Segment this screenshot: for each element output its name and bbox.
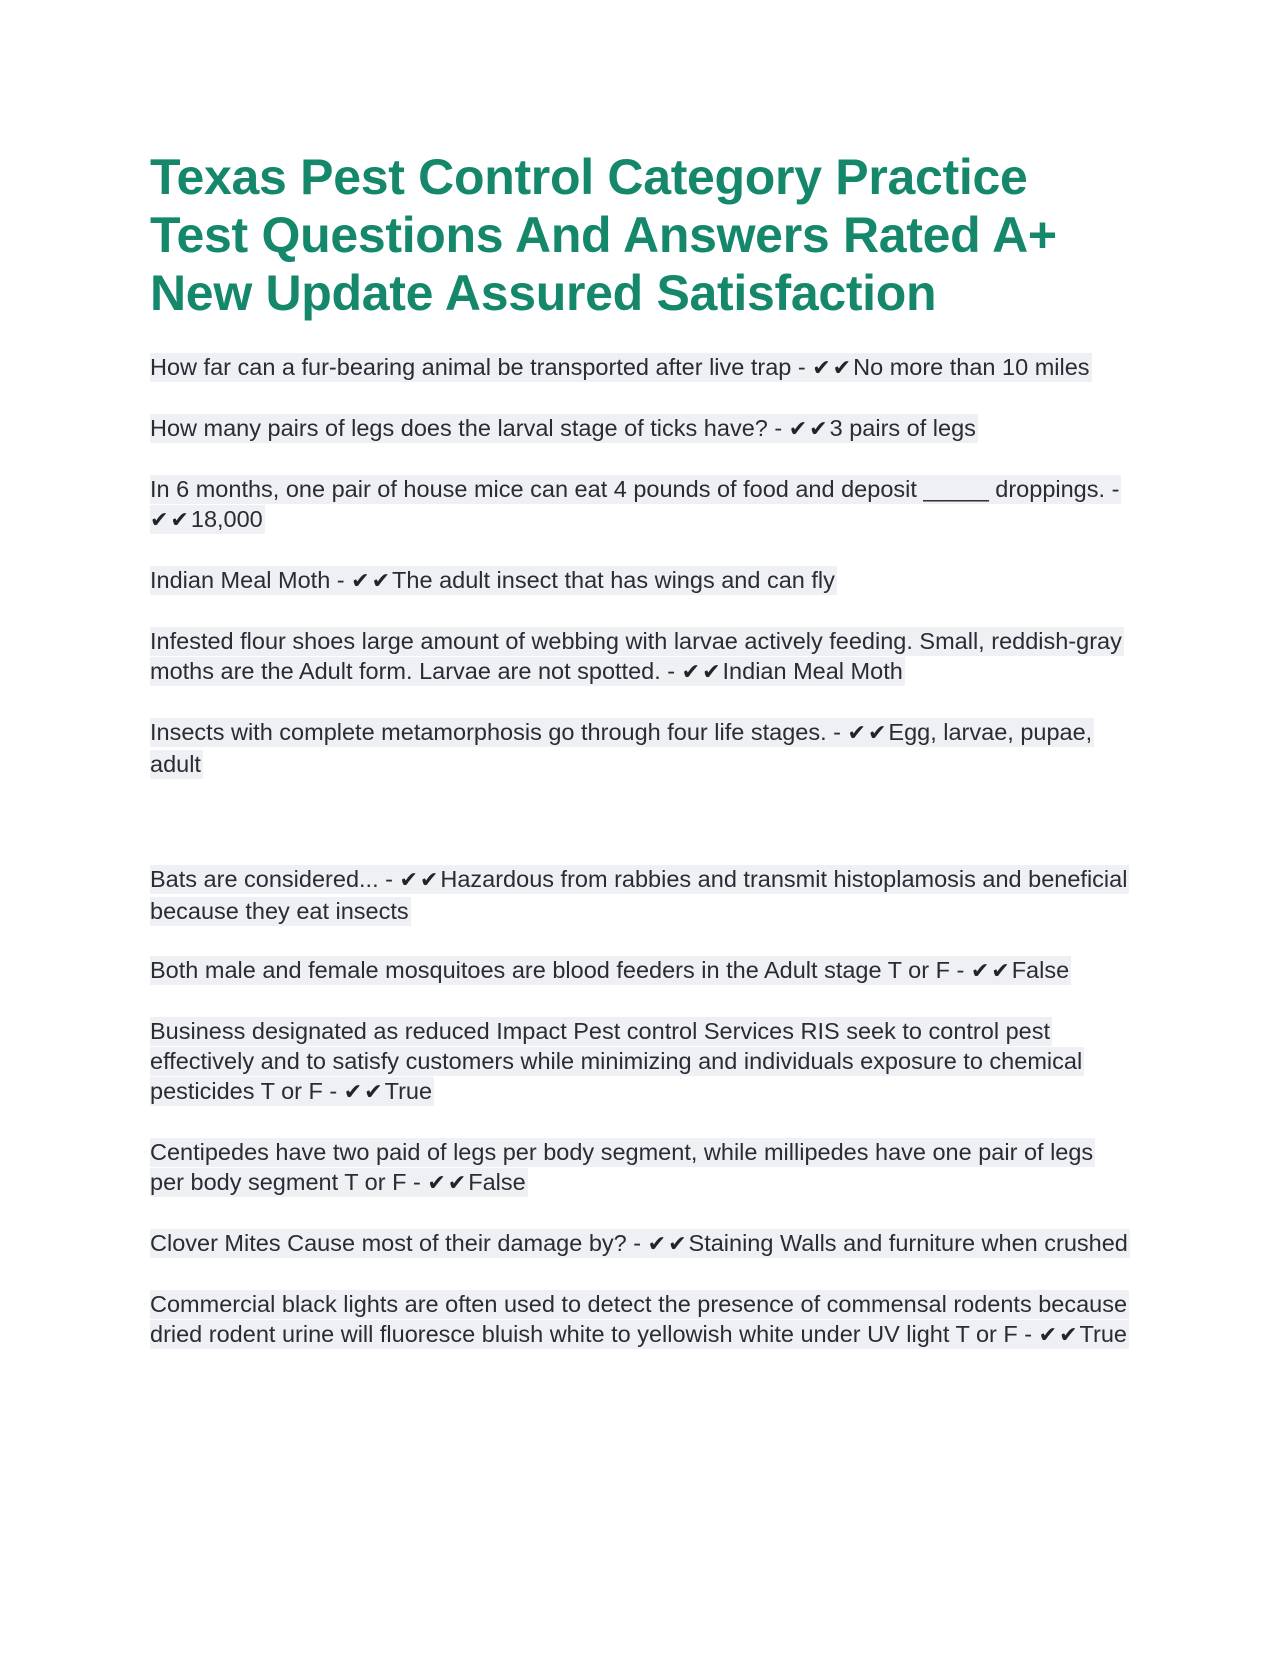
check-mark-icon: ✔✔ xyxy=(427,1171,469,1196)
check-mark-icon: ✔✔ xyxy=(970,959,1012,984)
answer-text: False xyxy=(1011,957,1070,983)
answer-text: 18,000 xyxy=(190,506,263,532)
question-text: Insects with complete metamorphosis go through four life stages. xyxy=(150,719,827,745)
qa-item: Insects with complete metamorphosis go through four life stages. - ✔✔Egg, larvae, pupae, adult xyxy=(150,719,1093,777)
answer-text: Hazardous from rabbies and transmit histoplamosis and beneficial because they eat insects xyxy=(150,866,1128,924)
answer-text: False xyxy=(468,1169,526,1195)
answer-text: Staining Walls and furniture when crushed xyxy=(688,1230,1128,1256)
document-page xyxy=(150,148,1130,1351)
check-mark-icon: ✔✔ xyxy=(351,569,393,594)
question-text: Clover Mites Cause most of their damage by? xyxy=(150,1230,627,1256)
document-title: Texas Pest Control Category Practice Test Questions And Answers Rated A+ New Update Assured Satisfaction xyxy=(150,149,1057,321)
qa-item: How far can a fur-bearing animal be transported after live trap - ✔✔No more than 10 miles xyxy=(150,354,1090,381)
question-text: Centipedes have two paid of legs per body segment, while millipedes have one pair of legs per body segment T or F xyxy=(150,1139,1094,1195)
check-mark-icon: ✔✔ xyxy=(788,417,830,442)
qa-item: Both male and female mosquitoes are blood feeders in the Adult stage T or F - ✔✔False xyxy=(150,957,1070,984)
check-mark-icon: ✔✔ xyxy=(647,1232,689,1257)
answer-text: True xyxy=(1079,1321,1127,1347)
answer-text: No more than 10 miles xyxy=(853,354,1090,380)
question-text: Bats are considered... xyxy=(150,866,379,892)
question-text: Business designated as reduced Impact Pest control Services RIS seek to control pest effectively and to satisfy customers while minimizing and individuals exposure to chemical pesticides T or F xyxy=(150,1018,1083,1104)
qa-item: Centipedes have two paid of legs per body segment, while millipedes have one pair of legs per body segment T or F - ✔✔False xyxy=(150,1139,1094,1196)
qa-item: Indian Meal Moth - ✔✔The adult insect that has wings and can fly xyxy=(150,567,835,594)
check-mark-icon: ✔✔ xyxy=(399,868,441,893)
question-text: Infested flour shoes large amount of webbing with larvae actively feeding. Small, reddish-gray moths are the Adult form. Larvae are not spotted. xyxy=(150,628,1122,684)
qa-item: Clover Mites Cause most of their damage by? - ✔✔Staining Walls and furniture when crushed xyxy=(150,1230,1128,1257)
check-mark-icon: ✔✔ xyxy=(1038,1323,1080,1348)
question-text: How many pairs of legs does the larval stage of ticks have? xyxy=(150,415,768,441)
question-text: How far can a fur-bearing animal be transported after live trap xyxy=(150,354,792,380)
check-mark-icon: ✔✔ xyxy=(343,1080,385,1105)
question-text: Both male and female mosquitoes are blood feeders in the Adult stage T or F xyxy=(150,957,950,983)
qa-item: Commercial black lights are often used to detect the presence of commensal rodents because dried rodent urine will fluoresce bluish white to yellowish white under UV light T or F - ✔✔True xyxy=(150,1291,1128,1348)
qa-item: Business designated as reduced Impact Pest control Services RIS seek to control pest effectively and to satisfy customers while minimizing and individuals exposure to chemical pesticides T or F - ✔✔True xyxy=(150,1018,1083,1105)
answer-text: The adult insect that has wings and can fly xyxy=(392,567,835,593)
answer-text: True xyxy=(384,1078,433,1104)
qa-item: Infested flour shoes large amount of webbing with larvae actively feeding. Small, reddish-gray moths are the Adult form. Larvae are not spotted. - ✔✔Indian Meal Moth xyxy=(150,628,1122,685)
check-mark-icon: ✔✔ xyxy=(847,721,889,746)
answer-text: 3 pairs of legs xyxy=(829,415,976,441)
answer-text: Egg, larvae, pupae, adult xyxy=(150,719,1093,777)
qa-item: How many pairs of legs does the larval stage of ticks have? - ✔✔3 pairs of legs xyxy=(150,415,976,442)
check-mark-icon: ✔✔ xyxy=(812,356,854,381)
qa-item: In 6 months, one pair of house mice can eat 4 pounds of food and deposit _____ droppings. - ✔✔18,000 xyxy=(150,476,1120,533)
qa-item: Bats are considered... - ✔✔Hazardous from rabbies and transmit histoplamosis and beneficial because they eat insects xyxy=(150,866,1128,924)
question-text: In 6 months, one pair of house mice can eat 4 pounds of food and deposit _____ droppings. xyxy=(150,476,1106,502)
question-text: Indian Meal Moth xyxy=(150,567,331,593)
question-text: Commercial black lights are often used to detect the presence of commensal rodents because dried rodent urine will fluoresce bluish white to yellowish white under UV light T or F xyxy=(150,1291,1128,1347)
check-mark-icon: ✔✔ xyxy=(681,660,723,685)
check-mark-icon: ✔✔ xyxy=(150,508,191,533)
answer-text: Indian Meal Moth xyxy=(722,658,903,684)
